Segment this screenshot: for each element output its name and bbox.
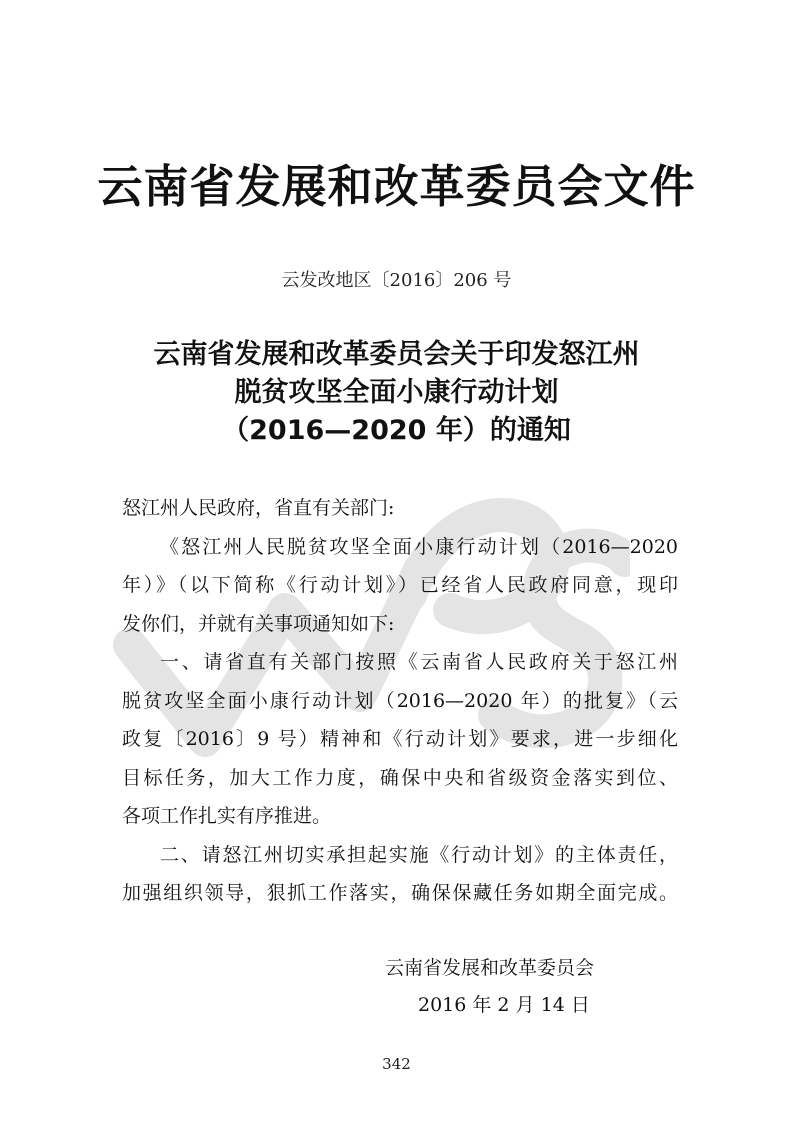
issue-date: 2016 年 2 月 14 日 <box>418 994 590 1016</box>
issuer-signature: 云南省发展和改革委员会 <box>385 957 595 979</box>
paragraph-line: 加强组织领导，狠抓工作落实，确保保藏任务如期全面完成。 <box>122 882 678 904</box>
document-number: 云发改地区〔2016〕206 号 <box>281 270 512 291</box>
paragraph-line: 目标任务，加大工作力度，确保中央和省级资金落实到位、 <box>122 766 678 789</box>
paragraph-line: 年）》（以下简称《行动计划》）已经省人民政府同意，现印 <box>122 574 678 596</box>
notice-title-line: 脱贫攻坚全面小康行动计划 <box>234 377 559 408</box>
notice-title <box>0 336 793 450</box>
paragraph-line: 政复〔2016〕9 号）精神和《行动计划》要求，进一步细化 <box>122 728 678 750</box>
paragraph-line: 各项工作扎实有序推进。 <box>122 805 332 827</box>
paragraph-line: 《怒江州人民脱贫攻坚全面小康行动计划（2016—2020 <box>160 535 678 558</box>
notice-body <box>122 489 678 913</box>
salutation: 怒江州人民政府，省直有关部门: <box>122 497 395 519</box>
notice-title-line: （2016—2020 年）的通知 <box>222 415 571 446</box>
notice-title-line: 云南省发展和改革委员会关于印发怒江州 <box>153 339 640 370</box>
paragraph-line: 发你们，并就有关事项通知如下: <box>122 612 395 635</box>
paragraph-line: 一、请省直有关部门按照《云南省人民政府关于怒江州 <box>160 651 678 673</box>
paragraph-line: 二、请怒江州切实承担起实施《行动计划》的主体责任， <box>160 843 678 866</box>
page-number: 342 <box>382 1055 411 1073</box>
paragraph-line: 脱贫攻坚全面小康行动计划（2016—2020 年）的批复》（云 <box>122 689 678 712</box>
document-header-title: 云南省发展和改革委员会文件 <box>97 160 696 213</box>
